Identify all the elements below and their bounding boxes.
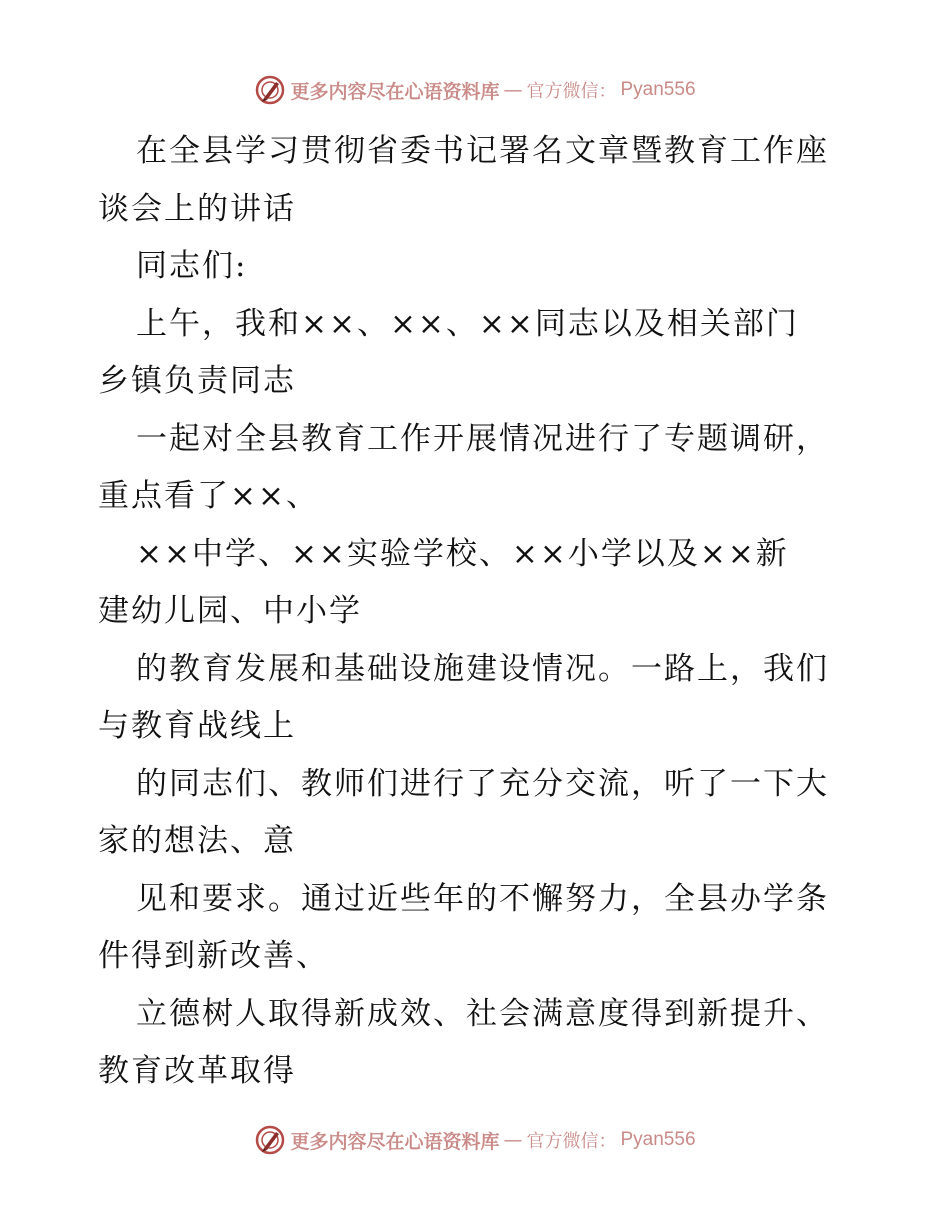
header-wechat-id: Pyan556 bbox=[620, 79, 696, 100]
paragraph-line: 与教育战线上 bbox=[98, 708, 296, 744]
title-line-2: 谈会上的讲话 bbox=[98, 190, 296, 227]
paragraph-line: 的同志们、教师们进行了充分交流，听了一下大 bbox=[136, 765, 829, 802]
paragraph-line: 重点看了××、 bbox=[98, 478, 319, 514]
header-banner-text: 更多内容尽在心语资料库 bbox=[290, 80, 500, 103]
footer-banner-dash: — bbox=[503, 1129, 523, 1151]
salutation: 同志们: bbox=[136, 248, 248, 284]
paragraph-line: 一起对全县教育工作开展情况进行了专题调研， bbox=[136, 420, 829, 457]
paragraph-line: 见和要求。通过近些年的不懈努力，全县办学条 bbox=[136, 880, 829, 917]
header-watermark-banner bbox=[0, 70, 950, 110]
paragraph-line: 教育改革取得 bbox=[98, 1053, 296, 1089]
pen-circle-logo-icon bbox=[254, 1124, 286, 1156]
footer-banner-text: 更多内容尽在心语资料库 bbox=[290, 1130, 500, 1153]
paragraph-line: 的教育发展和基础设施建设情况。一路上，我们 bbox=[136, 650, 829, 687]
footer-watermark-banner bbox=[0, 1120, 950, 1160]
paragraph-line: 上午，我和××、××、××同志以及相关部门 bbox=[136, 305, 799, 342]
header-banner-dash: — bbox=[503, 79, 523, 101]
header-banner-inner bbox=[254, 74, 695, 106]
footer-wechat-id: Pyan556 bbox=[620, 1129, 696, 1150]
footer-wechat-label: 官方微信： bbox=[526, 1131, 617, 1152]
document-body bbox=[98, 123, 858, 1101]
header-wechat-label: 官方微信： bbox=[526, 81, 617, 102]
footer-banner-inner bbox=[254, 1124, 695, 1156]
paragraph-line: 乡镇负责同志 bbox=[98, 363, 296, 399]
paragraph-line: 建幼儿园、中小学 bbox=[98, 593, 362, 629]
paragraph-line: 立德树人取得新成效、社会满意度得到新提升、 bbox=[136, 995, 829, 1032]
pen-circle-logo-icon bbox=[254, 74, 286, 106]
title-line-1: 在全县学习贯彻省委书记署名文章暨教育工作座 bbox=[136, 133, 829, 169]
paragraph-line: 家的想法、意 bbox=[98, 823, 296, 859]
paragraph-line: ××中学、××实验学校、××小学以及××新 bbox=[136, 535, 789, 572]
paragraph-line: 件得到新改善、 bbox=[98, 938, 329, 974]
